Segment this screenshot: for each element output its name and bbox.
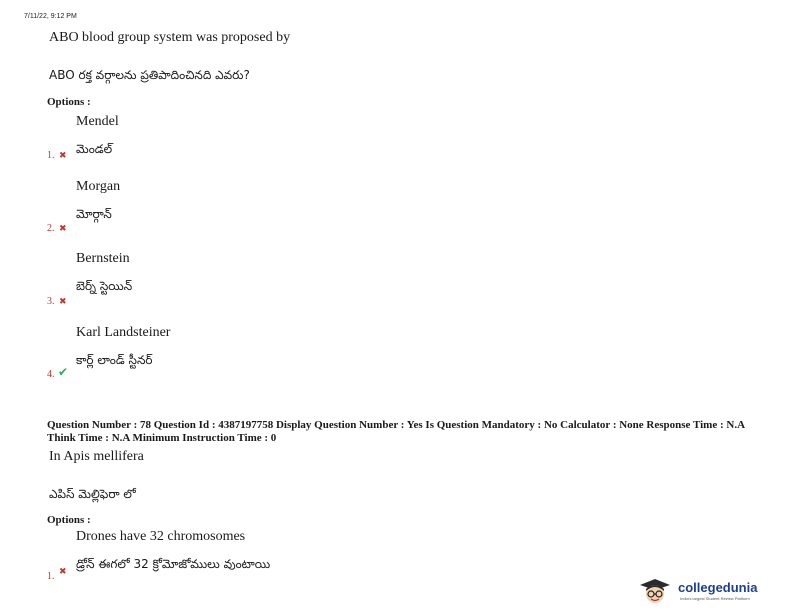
- option-number: 2.: [47, 223, 55, 234]
- option-text-te: కార్ల్ లాండ్ స్టీనర్: [76, 353, 153, 367]
- option-text-en: Drones have 32 chromosomes: [76, 529, 246, 544]
- option-text-te: బెర్న్ స్టెయిన్: [76, 279, 133, 293]
- option-text-te: డ్రోన్ ఈగలో 32 క్రోమోజోములు వుంటాయి: [76, 557, 271, 571]
- question-2-options-label: Options :: [47, 514, 91, 526]
- question-1-options-label: Options :: [47, 96, 91, 108]
- option-text-en: Bernstein: [76, 251, 130, 266]
- option-text-en: Karl Landsteiner: [76, 325, 171, 340]
- print-timestamp: 7/11/22, 9:12 PM: [24, 13, 77, 20]
- question-1-text-te: ABO రక్త వర్గాలను ప్రతిపాదించినది ఎవరు?: [49, 68, 250, 82]
- option-text-en: Mendel: [76, 114, 119, 129]
- question-2-meta: Question Number : 78 Question Id : 4387197758 Display Question Number : Yes Is Question Mandatory : No Calculator : None Response Time : N.A Think Time : N.A Minimum Instruction Time : 0: [47, 419, 745, 444]
- check-icon: ✔: [58, 365, 69, 379]
- cross-icon: ✖: [59, 567, 67, 577]
- question-1-text-en: ABO blood group system was proposed by: [49, 30, 291, 45]
- question-2-text-en: In Apis mellifera: [49, 449, 144, 464]
- logo-name: collegedunia: [678, 580, 758, 595]
- question-2-text-te: ఎపిస్ మెల్లిఫెరా లో: [49, 487, 136, 501]
- mascot-icon: [636, 575, 674, 605]
- cross-icon: ✖: [59, 297, 67, 307]
- option-text-te: మోర్గాన్: [76, 207, 112, 221]
- option-number: 3.: [47, 296, 55, 307]
- option-number: 1.: [47, 150, 55, 161]
- option-number: 4.: [47, 369, 55, 380]
- cross-icon: ✖: [59, 151, 67, 161]
- cross-icon: ✖: [59, 224, 67, 234]
- option-number: 1.: [47, 571, 55, 582]
- logo-tagline: India's largest Student Review Platform: [680, 596, 750, 601]
- collegedunia-logo: [636, 574, 788, 606]
- option-text-en: Morgan: [76, 179, 121, 194]
- option-text-te: మెండల్: [76, 142, 113, 156]
